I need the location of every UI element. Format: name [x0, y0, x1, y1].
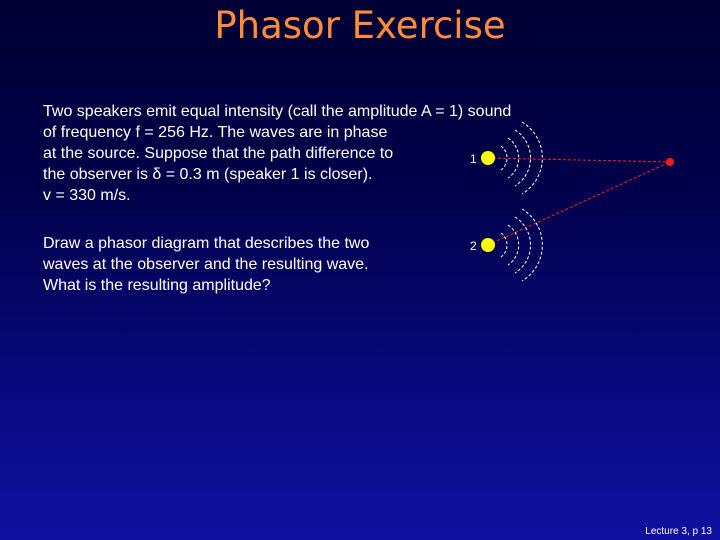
speaker1-label: 1 [470, 152, 477, 166]
task-line: waves at the observer and the resulting wave. [43, 256, 369, 273]
path-line-speaker1 [488, 158, 670, 162]
problem-line: v = 330 m/s. [43, 187, 131, 204]
slide-title: Phasor Exercise [214, 4, 506, 47]
sound-waves-speaker2 [501, 209, 542, 281]
task-line: What is the resulting amplitude? [43, 277, 271, 294]
observer-dot [666, 158, 674, 166]
sound-waves-speaker1 [501, 122, 542, 194]
problem-line: the observer is δ = 0.3 m (speaker 1 is closer). [43, 166, 373, 183]
task-line: Draw a phasor diagram that describes the two [43, 235, 370, 252]
problem-line: at the source. Suppose that the path difference to [43, 145, 394, 162]
speaker2-label: 2 [470, 239, 477, 253]
slide-footer: Lecture 3, p 13 [645, 526, 712, 537]
speaker2-icon [481, 238, 495, 252]
speaker1-icon [481, 151, 495, 165]
problem-line: of frequency f = 256 Hz. The waves are in phase [43, 124, 388, 141]
problem-line: Two speakers emit equal intensity (call the amplitude A = 1) sound [43, 103, 512, 120]
